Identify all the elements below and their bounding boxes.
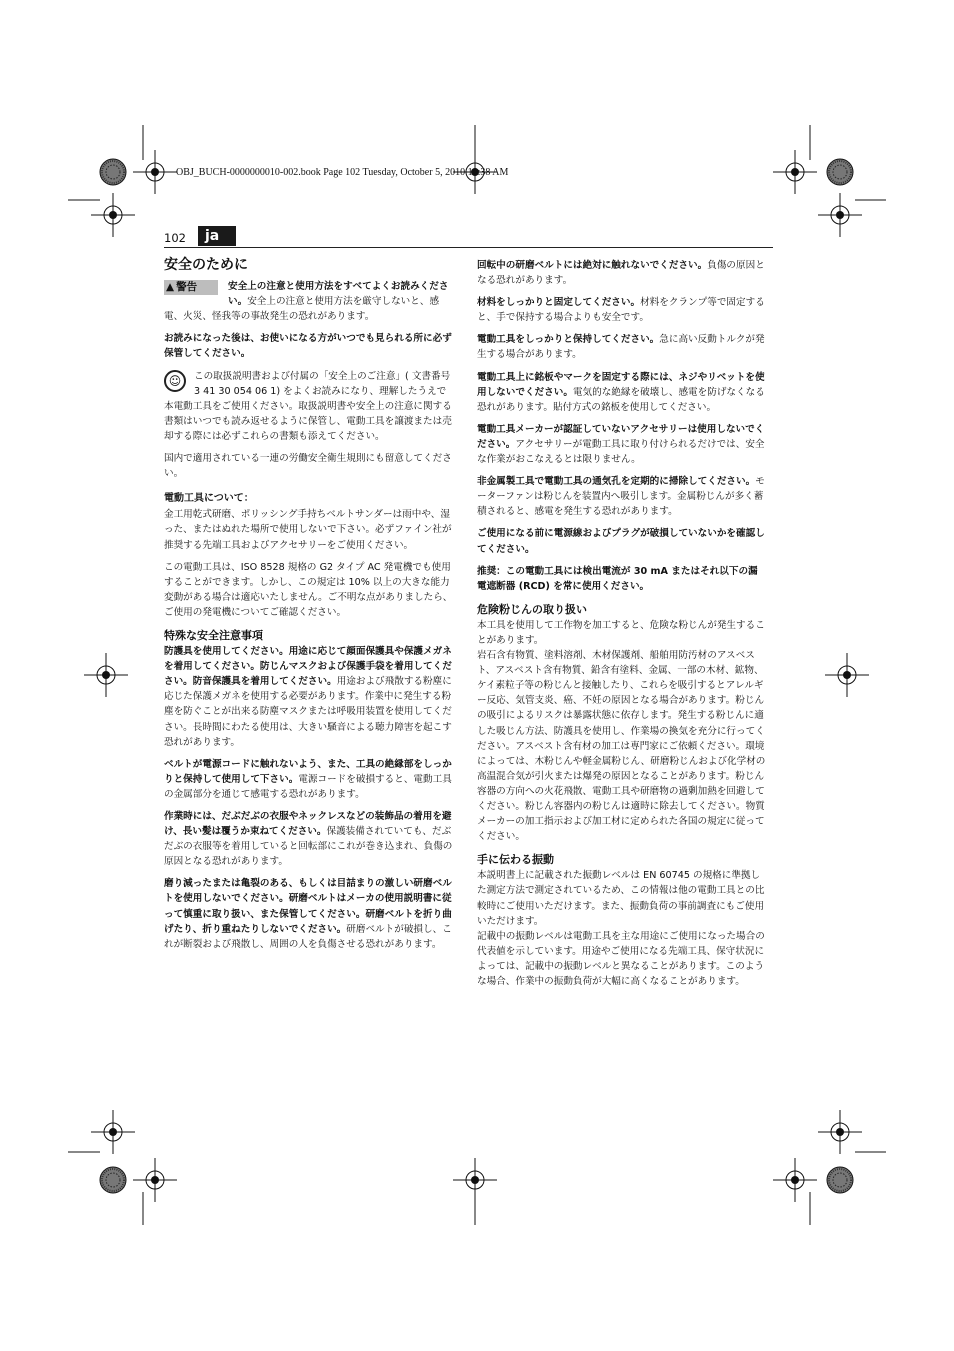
cord-bold: ご使用になる前に電源線およびプラグが破損していないかを確認してください。 [477, 528, 765, 555]
protect-paragraph [164, 644, 453, 750]
warning-badge [164, 280, 218, 295]
rivet-bold: 電動工具上に銘板やマークを固定する際には、ネジやリベットを使用しないでください。 [477, 371, 765, 398]
cord-paragraph [477, 526, 766, 556]
warning-paragraph [164, 279, 453, 324]
generator-text: この電動工具は、ISO 8528 規格の G2 タイプ AC 発電機でも使用することができます。しかし、この規定は 10% 以上の大きな能力変動がある場合は適応いたしません。ご不明な点がありましたら、ご使用の発電機についてご確認ください。 [164, 561, 453, 618]
warning-text: 安全上の注意と使用方法を厳守しないと、感電、火災、怪我等の事故発生の恐れがあります。 [164, 296, 440, 323]
worn-bold: 磨り減ったまたは亀裂のある、もしくは目詰まりの激しい研磨ベルトを使用しないでください。研磨ベルトはメーカの使用説明書に従って慎重に取り扱い、また保管してください。研磨ベルトを折り曲げたり、折り重ねたりしないでください。 [164, 878, 452, 935]
left-column [164, 258, 453, 959]
header-rule [164, 247, 773, 248]
rivet-text: 電気的な絶縁を破壊し、感電を防げなくなる恐れがあります。貼付方式の銘板を使用してください。 [477, 386, 765, 413]
rotating-bold: 回転中の研磨ベルトには絶対に触れないでください。 [477, 260, 708, 271]
worn-paragraph [164, 876, 453, 951]
doc-note-text: この取扱説明書および付属の「安全上のご注意」( 文書番号 3 41 30 054 06 1) をよくお読みになり、理解したうえで本電動工具をご使用ください。取扱説明書や安全上の注意に関する書類はいつでも読み返せるように保管し、電動工具を譲渡または売却する際には必ずこれらの書類も添えてください。 [164, 370, 452, 442]
rcd-paragraph [477, 564, 766, 594]
special-heading: 特殊な安全注意事項 [164, 628, 263, 642]
clothes-paragraph [164, 809, 453, 869]
clamp-bold: 材料をしっかりと固定してください。 [477, 297, 641, 309]
hold-bold: 電動工具をしっかりと保持してください。 [477, 334, 660, 346]
vents-bold: 非金属製工具で電動工具の通気孔を定期的に掃除してください。 [477, 476, 756, 488]
file-info-line: OBJ_BUCH-0000000010-002.book Page 102 Tuesday, October 5, 2010 10:38 AM [176, 167, 509, 178]
read-manual-icon: ☺ [164, 370, 186, 392]
clothes-bold: 作業時には、だぶだぶの衣服やネックレスなどの装飾品の着用を避け、長い髪は覆うか束ねてください。 [164, 811, 452, 838]
clamp-paragraph [477, 295, 766, 325]
protect-bold: 防護具を使用してください。用途に応じて顔面保護具や保護メガネを着用してください。防じんマスクおよび保護手袋を着用してください。防音保護具を着用してください。 [164, 646, 452, 688]
regulations-paragraph: 国内で適用されている一連の労働安全衛生規則にも留意してください。 [164, 453, 452, 480]
accessory-bold: 電動工具メーカーが認証していないアクセサリーは使用しないでください。 [477, 423, 765, 450]
rcd-bold: 推奨：この電動工具には検出電流が 30 mA またはそれ以下の漏電遮断器 (RCD) を常に使用ください。 [477, 565, 758, 592]
worn-text: 研磨ベルトが破損し、これが断裂および飛散し、周囲の人を負傷させる恐れがあります。 [164, 923, 452, 950]
vents-text: モーターファンは粉じんを装置内へ吸引します。金属粉じんが多く蓄積されると、感電を発生する恐れがあります。 [477, 476, 765, 518]
protect-text: 用途および飛散する粉塵に応じた保護メガネを使用する必要があります。作業中に発生する粉塵を防ぐことが出来る防塵マスクまたは呼吸用装置を使用してください。長時間にわたる使用は、大きい騒音による聴力障害を起こす恐れがあります。 [164, 676, 452, 748]
dust-text-2: 岩石含有物質、塗料溶剤、木材保護剤、船舶用防汚材のアスベスト、アスベスト含有物質、鉛含有塗料、金属、一部の木材、鉱物、ケイ素粒子等の粉じんと接触したり、これらを吸引するとアレルギー反応、気管支炎、癌、不妊の原因となる場合があります。粉じんの吸引によるリスクは暴露状態に依存します。発生する粉じんに適した吸じん方法、防護具を使用し、作業場の換気を充分に行ってください。アスベスト含有材の加工は専門家にご依頼ください。環境によっては、木粉じんや軽金属粉じん、研磨粉じんおよび化学材の高温混合気が引火または爆発の原因となることがあります。粉じん容器の方向への火花飛散、電動工具や研磨物の過剰加熱を回避してください。粉じん容器内の粉じんは適時に除去してください。物質メーカーの加工指示および加工材に定められた各国の規定に従ってください。 [477, 650, 766, 843]
page-number: 102 [164, 231, 186, 245]
belt-bold: ベルトが電源コードに触れないよう、また、工具の絶縁部をしっかりと保持して使用して下さい。 [164, 758, 452, 785]
keep-paragraph [164, 331, 453, 361]
section-title: 安全のために [164, 257, 248, 273]
hold-paragraph [477, 332, 766, 362]
dust-text-1: 本工具を使用して工作物を加工すると、危険な粉じんが発生することがあります。 [477, 619, 765, 646]
rivet-paragraph [477, 370, 766, 415]
about-text: 金工用乾式研磨、ポリッシング手持ちベルトサンダーは雨中や、湿った、またはぬれた場所で使用しないで下さい。必ずファイン社が推奨する先端工具およびアクセサリーをご使用ください。 [164, 509, 452, 551]
language-tab: ja [198, 226, 236, 246]
doc-note-paragraph [164, 369, 453, 444]
clamp-text: 材料をクランプ等で固定すると、手で保持する場合よりも安全です。 [477, 297, 765, 324]
accessory-paragraph [477, 422, 766, 467]
warning-triangle-icon: ▲ [166, 281, 175, 294]
hold-text: 急に高い反動トルクが発生する場合があります。 [477, 334, 765, 361]
vibration-text-1: 本説明書上に記載された振動レベルは EN 60745 の規格に準拠した測定方法で測定されているため、この情報は他の電動工具との比較時にご使用いただけます。また、振動負荷の事前調査にもご使用いただけます。 [477, 870, 765, 927]
warning-label: 警告 [176, 281, 198, 294]
rotating-paragraph [477, 258, 766, 288]
vibration-heading: 手に伝わる振動 [477, 853, 554, 867]
belt-text: 電源コードを破損すると、電動工具の金属部分を通じて感電する恐れがあります。 [164, 773, 452, 800]
clothes-text: 保護装備されていても、だぶだぶの衣服等を着用していると回転部にこれが巻き込まれ、負傷の原因となる恐れがあります。 [164, 826, 453, 868]
belt-paragraph [164, 757, 453, 802]
dust-heading: 危険粉じんの取り扱い [477, 602, 587, 616]
vents-paragraph [477, 474, 766, 519]
accessory-text: アクセサリーが電動工具に取り付けられるだけでは、安全な作業がおこなえるとは限りません。 [477, 438, 765, 466]
right-column [477, 258, 766, 996]
about-heading: 電動工具について： [164, 493, 254, 505]
keep-bold: お読みになった後は、お使いになる方がいつでも見られる所に必ず保管してください。 [164, 333, 452, 360]
rotating-text: 負傷の原因となる恐れがあります。 [477, 260, 765, 287]
vibration-text-2: 記載中の振動レベルは電動工具を主な用途にご使用になった場合の代表値を示しています。用途やご使用になる先端工具、保守状況によっては、記載中の振動レベルと異なることがあります。このような場合、作業中の振動負荷が大幅に高くなることがあります。 [477, 930, 765, 988]
warning-bold: 安全上の注意と使用方法をすべてよくお読みください。 [228, 281, 449, 308]
